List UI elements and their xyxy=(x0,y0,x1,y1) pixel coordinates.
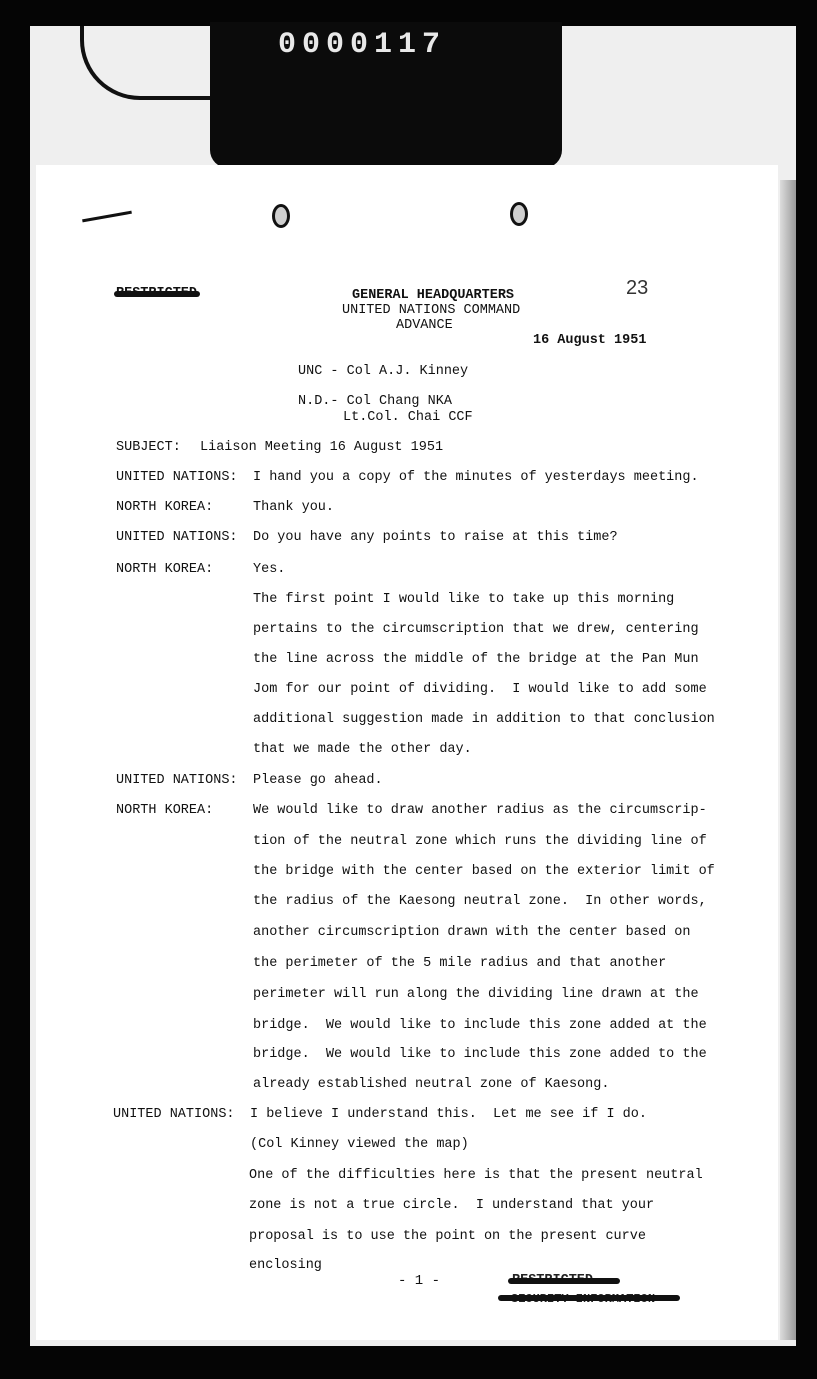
header-line-3: ADVANCE xyxy=(396,318,453,333)
page-number: - 1 - xyxy=(398,1273,441,1289)
punch-hole-right xyxy=(510,202,528,226)
header-line-1: GENERAL HEADQUARTERS xyxy=(352,288,515,303)
subject-text: Liaison Meeting 16 August 1951 xyxy=(200,440,444,455)
transcript-line: Thank you. xyxy=(253,500,335,515)
transcript-line: zone is not a true circle. I understand that your xyxy=(249,1198,655,1213)
attendee-unc: UNC - Col A.J. Kinney xyxy=(298,364,469,379)
punch-hole-left xyxy=(272,204,290,228)
transcript-line: One of the difficulties here is that the present neutral xyxy=(249,1168,703,1183)
document-date: 16 August 1951 xyxy=(533,333,647,348)
speaker-label: NORTH KOREA: xyxy=(116,562,214,577)
transcript-line: that we made the other day. xyxy=(253,742,472,757)
transcript-line: another circumscription drawn with the center based on xyxy=(253,925,691,940)
transcript-line: bridge. We would like to include this zone added at the xyxy=(253,1018,707,1033)
attendee-nd-2: Lt.Col. Chai CCF xyxy=(343,410,473,425)
transcript-line: (Col Kinney viewed the map) xyxy=(250,1137,469,1152)
transcript-line: I hand you a copy of the minutes of yesterdays meeting. xyxy=(253,470,699,485)
speaker-label: UNITED NATIONS: xyxy=(116,470,238,485)
transcript-line: additional suggestion made in addition to that conclusion xyxy=(253,712,715,727)
speaker-label: UNITED NATIONS: xyxy=(116,530,238,545)
transcript-line: I believe I understand this. Let me see if I do. xyxy=(250,1107,647,1122)
transcript-line: perimeter will run along the dividing line drawn at the xyxy=(253,987,699,1002)
strikeout-bottom-2 xyxy=(498,1295,680,1301)
transcript-line: Jom for our point of dividing. I would like to add some xyxy=(253,682,707,697)
transcript-line: the line across the middle of the bridge at the Pan Mun xyxy=(253,652,699,667)
speaker-label: UNITED NATIONS: xyxy=(113,1107,235,1122)
transcript-line: already established neutral zone of Kaesong. xyxy=(253,1077,610,1092)
transcript-line: bridge. We would like to include this zone added to the xyxy=(253,1047,707,1062)
header-line-2: UNITED NATIONS COMMAND xyxy=(342,303,521,318)
speaker-label: NORTH KOREA: xyxy=(116,803,214,818)
page-mark: 23 xyxy=(626,277,649,299)
transcript-line: Yes. xyxy=(253,562,286,577)
transcript-line: the radius of the Kaesong neutral zone. In other words, xyxy=(253,894,707,909)
strikeout-bottom-1 xyxy=(508,1278,620,1284)
transcript-line: the perimeter of the 5 mile radius and that another xyxy=(253,956,667,971)
transcript-line: pertains to the circumscription that we drew, centering xyxy=(253,622,699,637)
attendee-nd-1: N.D.- Col Chang NKA xyxy=(298,394,452,409)
strikeout-top xyxy=(114,291,200,297)
speaker-label: NORTH KOREA: xyxy=(116,500,214,515)
frame-number: 0000117 xyxy=(278,28,447,62)
transcript-line: the bridge with the center based on the exterior limit of xyxy=(253,864,715,879)
transcript-line: We would like to draw another radius as the circumscrip- xyxy=(253,803,707,818)
subject-label: SUBJECT: xyxy=(116,440,181,455)
transcript-line: enclosing xyxy=(249,1258,322,1273)
transcript-line: tion of the neutral zone which runs the dividing line of xyxy=(253,834,707,849)
transcript-line: The first point I would like to take up this morning xyxy=(253,592,675,607)
speaker-label: UNITED NATIONS: xyxy=(116,773,238,788)
transcript-line: Do you have any points to raise at this time? xyxy=(253,530,618,545)
transcript-line: Please go ahead. xyxy=(253,773,383,788)
transcript-line: proposal is to use the point on the present curve xyxy=(249,1229,646,1244)
clipboard-edge xyxy=(780,180,796,1340)
